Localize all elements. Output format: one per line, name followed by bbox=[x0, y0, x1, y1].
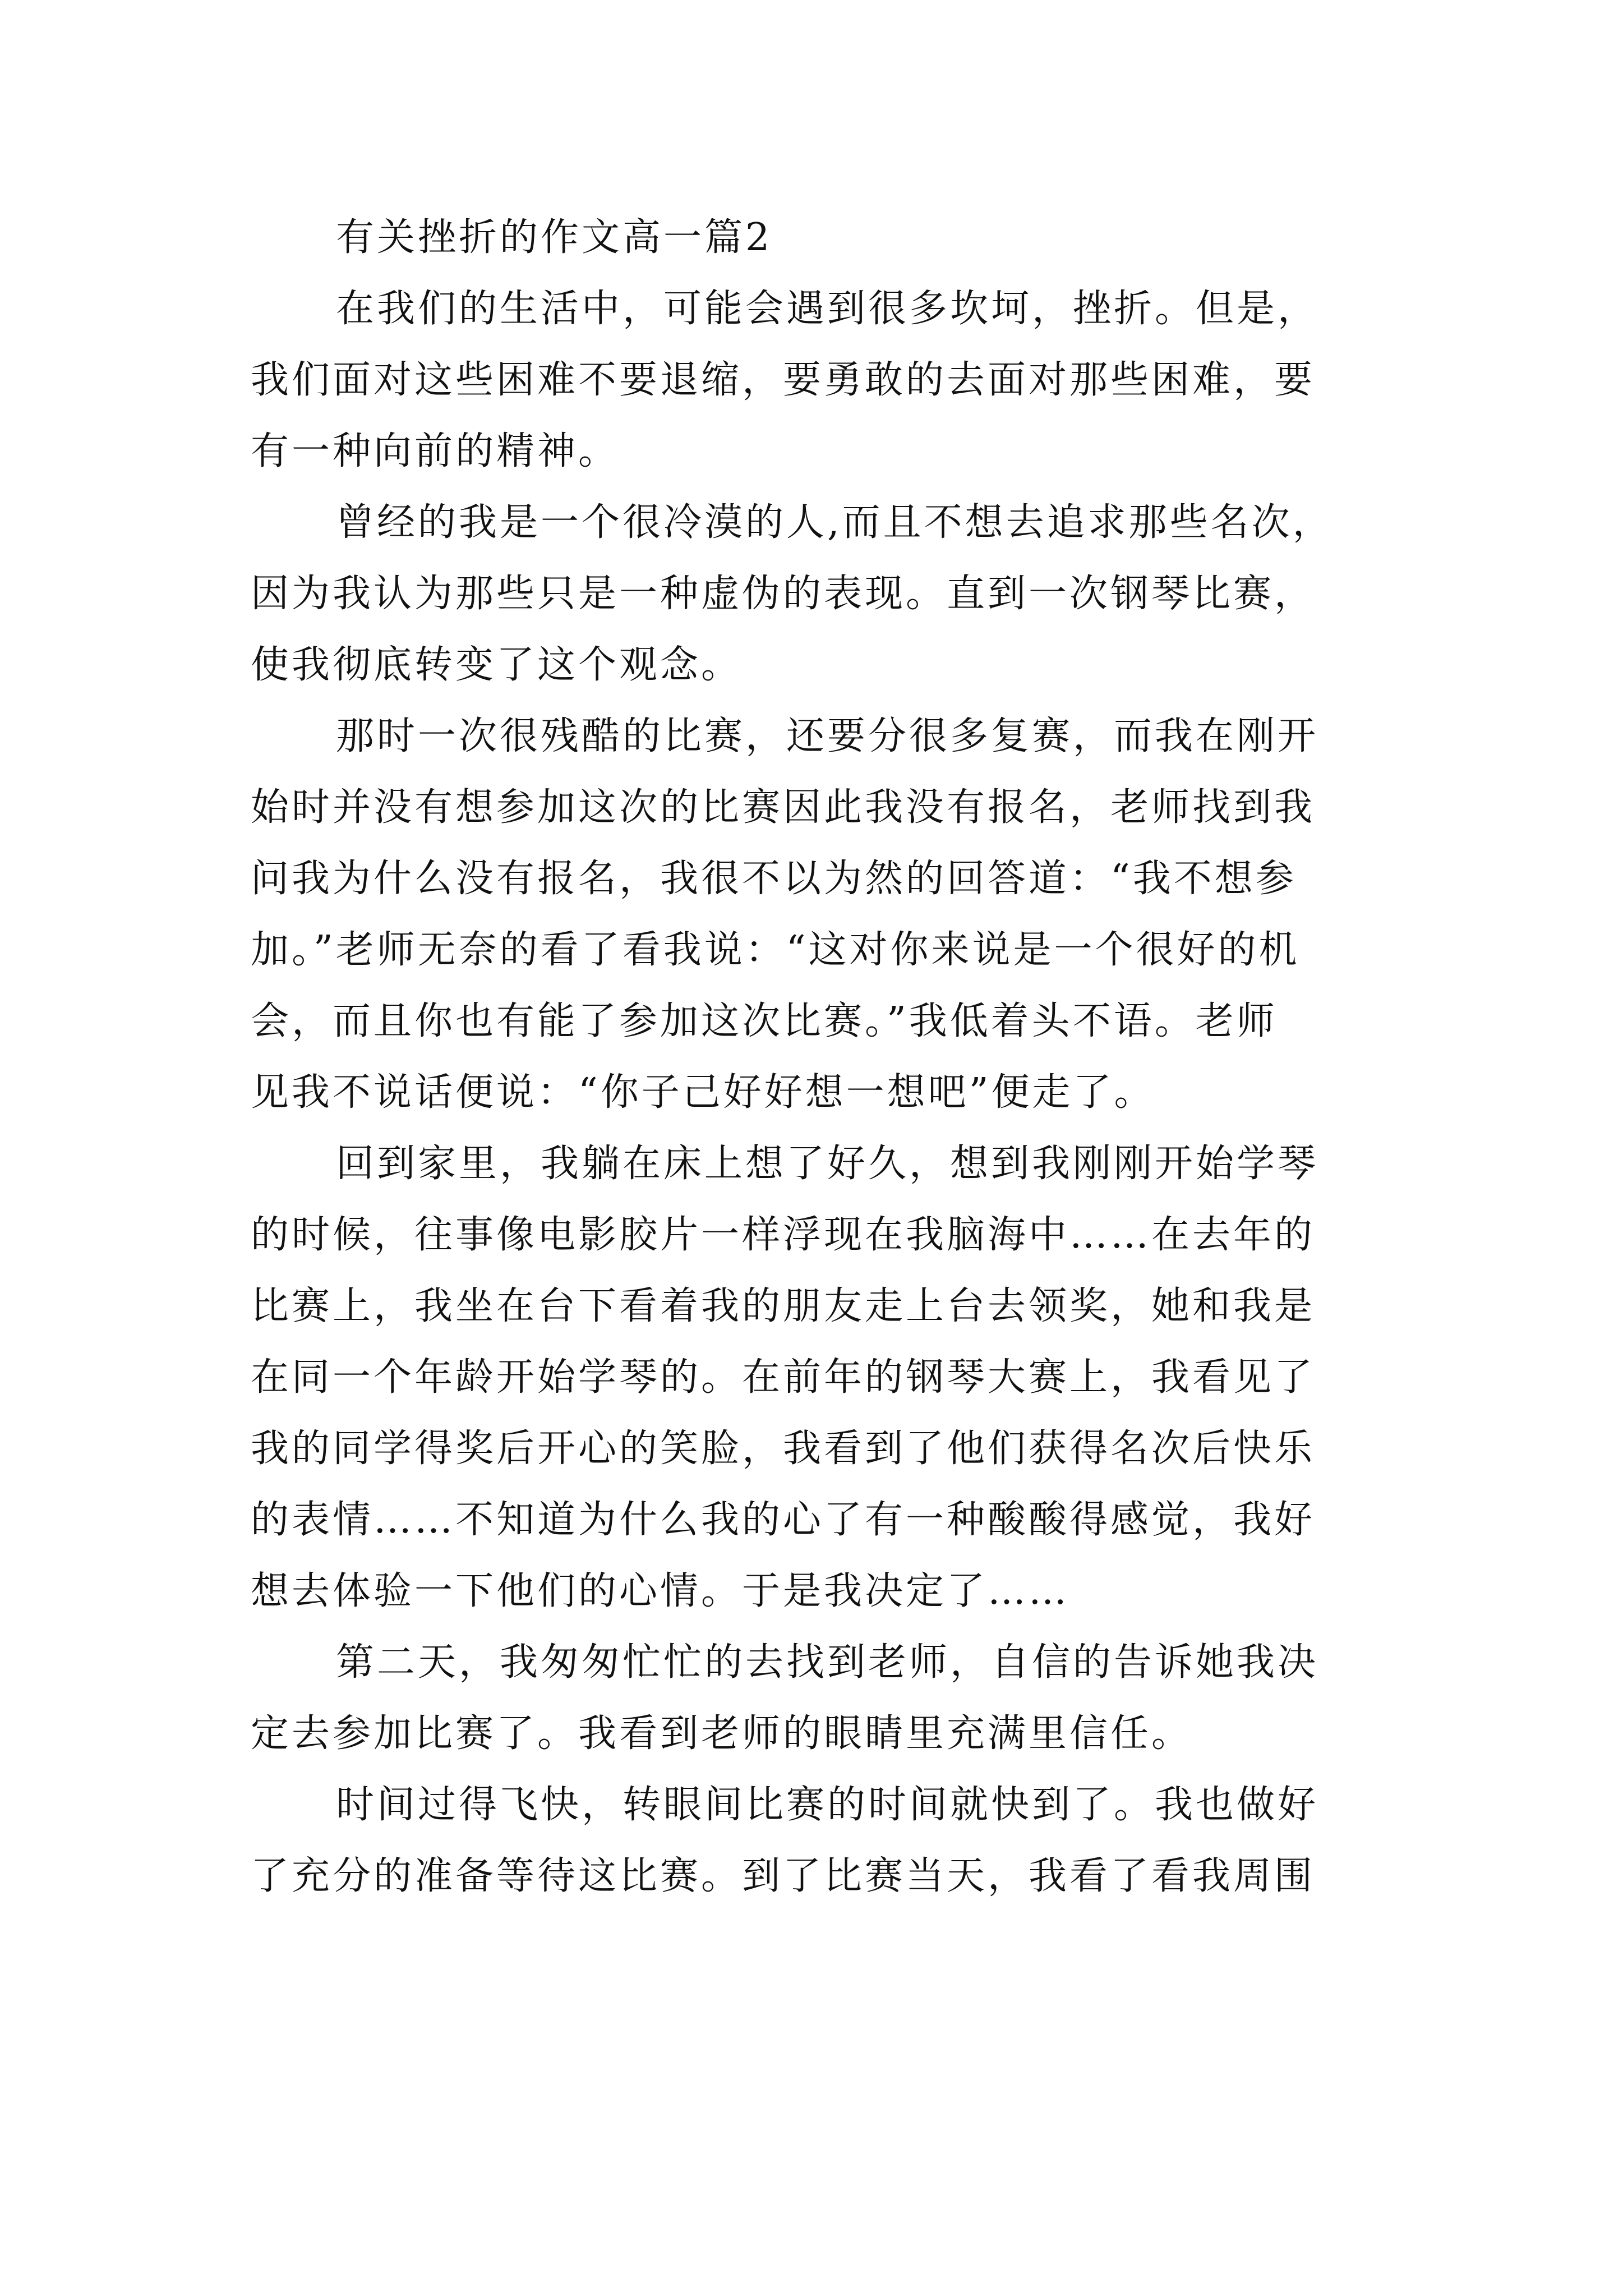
paragraph-line: 了充分的准备等待这比赛。到了比赛当天，我看了看我周围 bbox=[251, 1854, 1316, 1898]
paragraph-line: 的表情……不知道为什么我的心了有一种酸酸得感觉，我好 bbox=[251, 1498, 1316, 1542]
paragraph-line: 问我为什么没有报名，我很不以为然的回答道：“我不想参 bbox=[251, 857, 1297, 901]
paragraph-line: 我们面对这些困难不要退缩，要勇敢的去面对那些困难，要 bbox=[251, 358, 1316, 402]
paragraph-line: 那时一次很残酷的比赛，还要分很多复赛，而我在刚开 bbox=[336, 714, 1319, 758]
paragraph-line: 时间过得飞快，转眼间比赛的时间就快到了。我也做好 bbox=[336, 1783, 1319, 1827]
paragraph-line: 曾经的我是一个很冷漠的人,而且不想去追求那些名次， bbox=[336, 500, 1334, 545]
paragraph-line: 使我彻底转变了这个观念。 bbox=[251, 643, 743, 687]
paragraph-line: 的时候，往事像电影胶片一样浮现在我脑海中……在去年的 bbox=[251, 1213, 1316, 1257]
paragraph-line: 在同一个年龄开始学琴的。在前年的钢琴大赛上，我看见了 bbox=[251, 1355, 1316, 1400]
paragraph-line: 定去参加比赛了。我看到老师的眼睛里充满里信任。 bbox=[251, 1711, 1193, 1756]
paragraph-line: 比赛上，我坐在台下看着我的朋友走上台去领奖，她和我是 bbox=[251, 1284, 1316, 1328]
document-body bbox=[251, 202, 1384, 1912]
paragraph-line: 会，而且你也有能了参加这次比赛。”我低着头不语。老师 bbox=[251, 999, 1278, 1043]
document-title: 有关挫折的作文高一篇2 bbox=[336, 215, 773, 260]
paragraph-line: 见我不说话便说：“你子己好好想一想吧”便走了。 bbox=[251, 1070, 1155, 1115]
paragraph-line: 有一种向前的精神。 bbox=[251, 429, 620, 473]
paragraph-line: 加。”老师无奈的看了看我说：“这对你来说是一个很好的机 bbox=[251, 928, 1300, 972]
paragraph-line: 因为我认为那些只是一种虚伪的表现。直到一次钢琴比赛， bbox=[251, 572, 1316, 616]
paragraph-line: 在我们的生活中，可能会遇到很多坎坷，挫折。但是， bbox=[336, 287, 1319, 331]
paragraph-line: 第二天，我匆匆忙忙的去找到老师，自信的告诉她我决 bbox=[336, 1640, 1319, 1685]
paragraph-line: 始时并没有想参加这次的比赛因此我没有报名，老师找到我 bbox=[251, 785, 1316, 830]
paragraph-line: 我的同学得奖后开心的笑脸，我看到了他们获得名次后快乐 bbox=[251, 1427, 1316, 1471]
paragraph-line: 想去体验一下他们的心情。于是我决定了…… bbox=[251, 1569, 1070, 1613]
paragraph-line: 回到家里，我躺在床上想了好久，想到我刚刚开始学琴 bbox=[336, 1142, 1319, 1186]
